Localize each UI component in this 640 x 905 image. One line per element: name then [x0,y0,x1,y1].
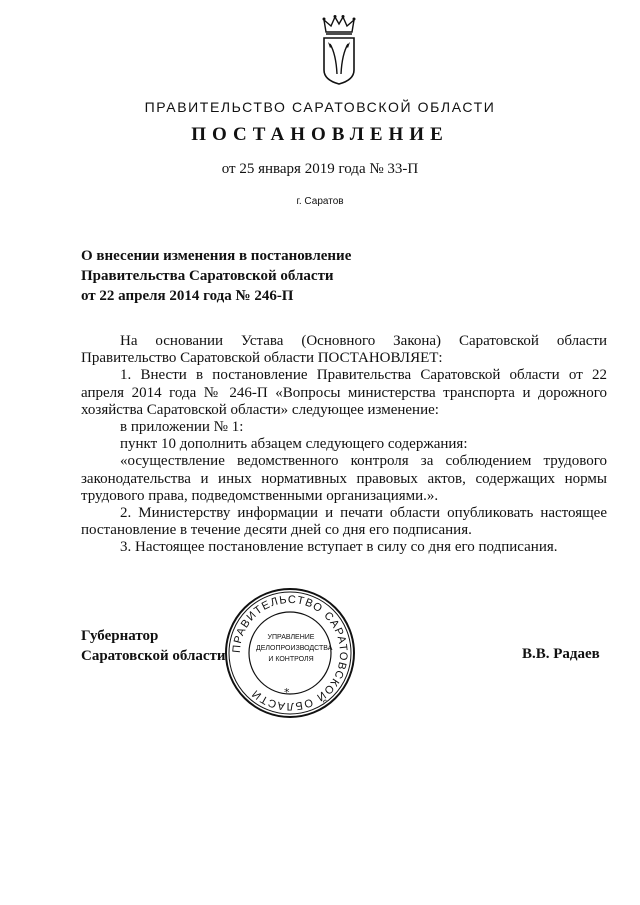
stamp-inner-line: И КОНТРОЛЯ [268,656,314,663]
body-paragraph: 1. Внести в постановление Правительства Саратовской области от 22 апреля 2014 года № 246-П «Вопросы министерства транспорта и дорожного хозяйства Саратовской области» следующее изменение: [81,367,607,418]
stamp-star-icon: * [284,686,290,699]
body-paragraph: пункт 10 дополнить абзацем следующего содержания: [120,436,468,453]
stamp-inner-text [256,632,333,665]
subject-line: от 22 апреля 2014 года № 246-П [81,288,294,304]
stamp-ring-text: ПРАВИТЕЛЬСТВО САРАТОВСКОЙ ОБЛАСТИ [230,593,350,713]
subject-heading [81,246,401,306]
stamp-inner-line: УПРАВЛЕНИЕ [267,634,315,641]
body-paragraph: 2. Министерству информации и печати области опубликовать настоящее постановление в течение десяти дней со дня его подписания. [81,505,607,539]
body-paragraph: 3. Настоящее постановление вступает в силу со дня его подписания. [120,539,558,556]
document-type-title: ПОСТАНОВЛЕНИЕ [191,124,449,145]
body-paragraph: в приложении № 1: [120,419,244,436]
body-paragraph: На основании Устава (Основного Закона) Саратовской области Правительство Саратовской области ПОСТАНОВЛЯЕТ: [81,333,607,367]
subject-line: О внесении изменения в постановление [81,248,352,264]
signer-position [81,626,226,666]
signer-position-line: Саратовской области [81,648,226,664]
government-name: ПРАВИТЕЛЬСТВО САРАТОВСКОЙ ОБЛАСТИ [144,99,496,115]
date-and-number: от 25 января 2019 года № 33-П [221,161,419,177]
city: г. Саратов [296,196,344,207]
document-body [81,333,607,557]
saratov-coat-of-arms-icon [318,14,360,86]
signer-position-line: Губернатор [81,628,159,644]
signer-name: В.В. Радаев [522,646,600,662]
body-paragraph: «осуществление ведомственного контроля за соблюдением трудового законодательства и иных нормативных правовых актов, содержащих нормы трудового права, подведомственными организациями.». [81,453,607,504]
subject-line: Правительства Саратовской области [81,268,334,284]
stamp-inner-line: ДЕЛОПРОИЗВОДСТВА [256,645,333,652]
